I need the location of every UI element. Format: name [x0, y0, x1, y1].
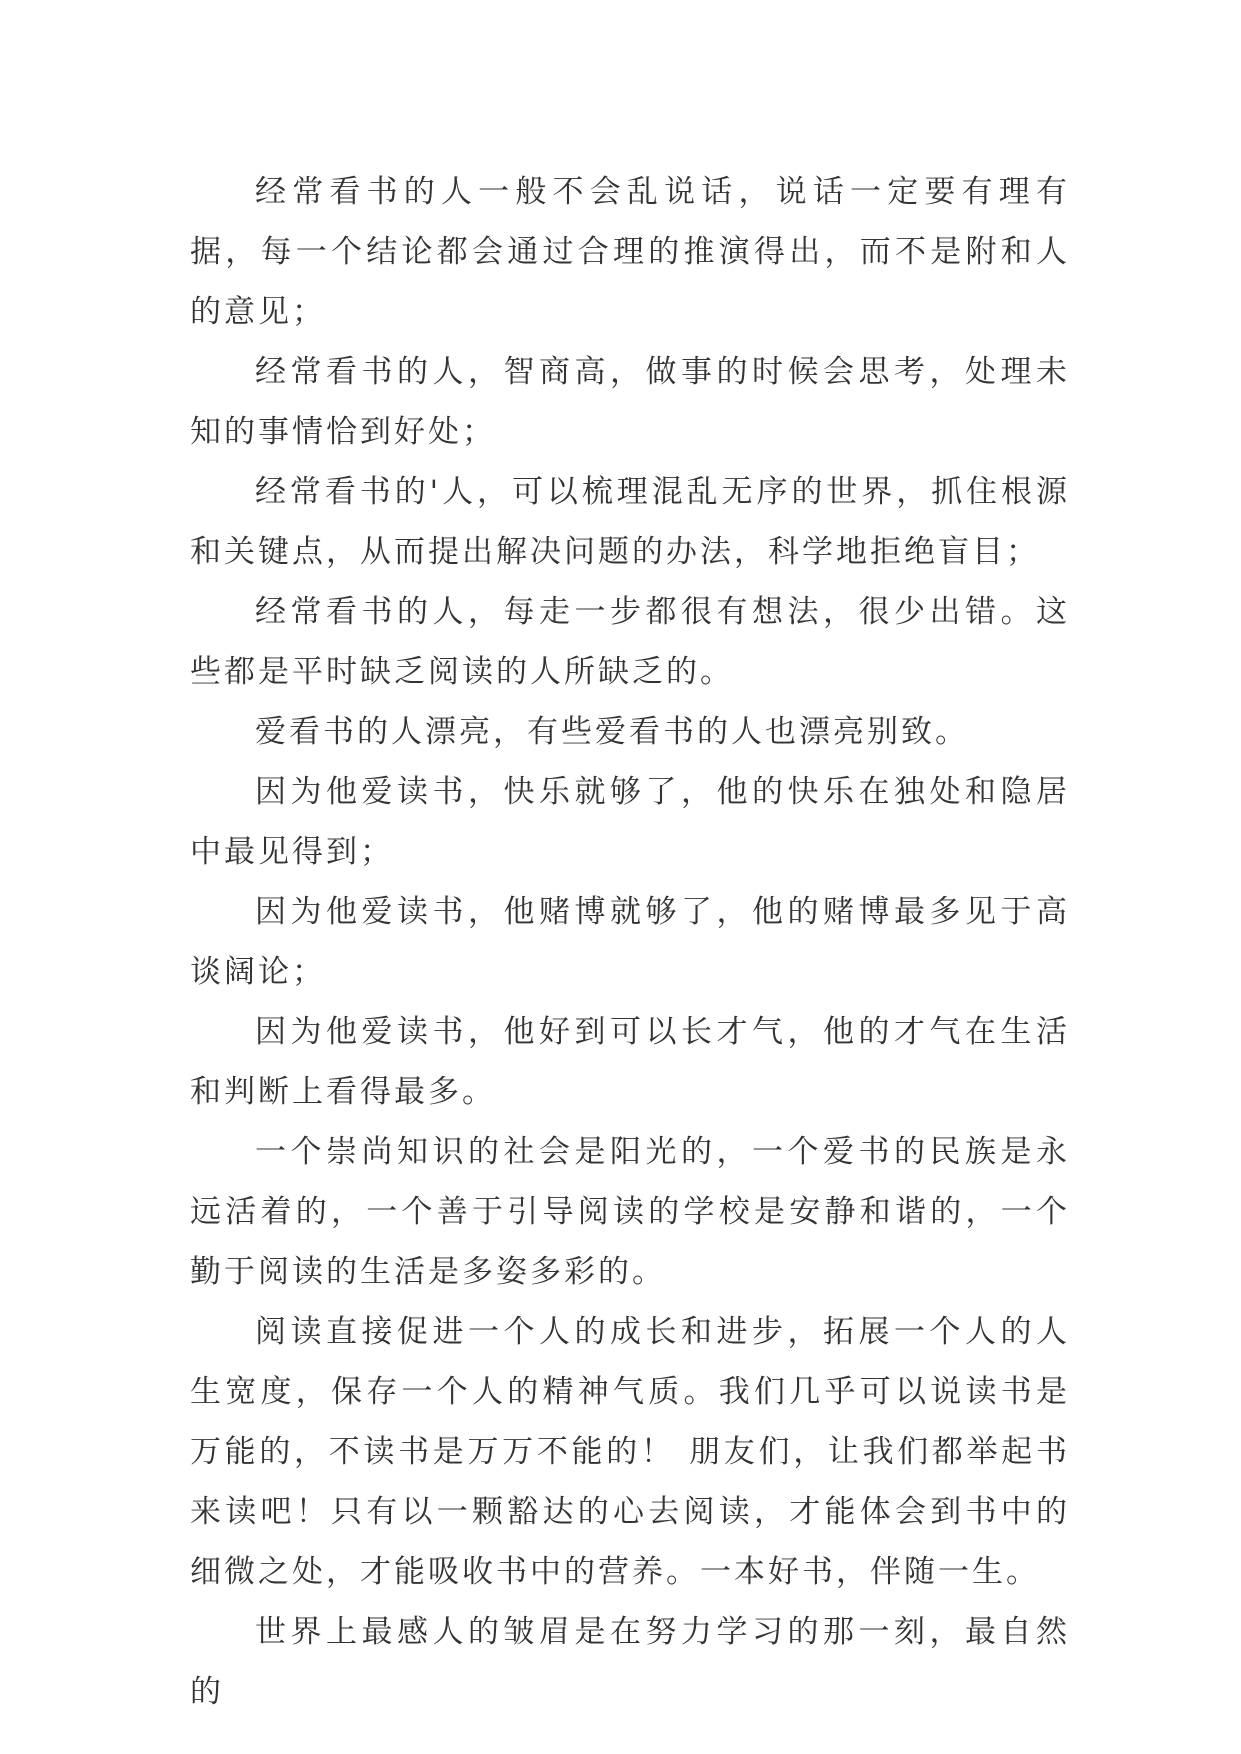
paragraph: 因为他爱读书，快乐就够了，他的快乐在独处和隐居中最见得到； — [190, 774, 1070, 870]
paragraph: 阅读直接促进一个人的成长和进步，拓展一个人的人生宽度，保存一个人的精神气质。我们几乎可以说读书是万能的，不读书是万万不能的！ 朋友们，让我们都举起书来读吧！只有以一颗豁达的心去阅读，才能体会到书中的细微之处，才能吸收书中的营养。一本好书，伴随一生。 — [190, 1314, 1070, 1590]
paragraph: 经常看书的人，智商高，做事的时候会思考，处理未知的事情恰到好处； — [190, 354, 1070, 450]
paragraph: 因为他爱读书，他好到可以长才气，他的才气在生活和判断上看得最多。 — [190, 1014, 1070, 1110]
paragraph: 一个崇尚知识的社会是阳光的，一个爱书的民族是永远活着的，一个善于引导阅读的学校是安静和谐的，一个勤于阅读的生活是多姿多彩的。 — [190, 1134, 1070, 1290]
paragraph: 因为他爱读书，他赌博就够了，他的赌博最多见于高谈阔论； — [190, 894, 1070, 990]
paragraph: 经常看书的'人，可以梳理混乱无序的世界，抓住根源和关键点，从而提出解决问题的办法，科学地拒绝盲目； — [190, 474, 1070, 570]
document-body — [190, 162, 1070, 1722]
paragraph: 世界上最感人的皱眉是在努力学习的那一刻，最自然的 — [190, 1614, 1070, 1710]
paragraph: 爱看书的人漂亮，有些爱看书的人也漂亮别致。 — [255, 714, 969, 750]
paragraph: 经常看书的人一般不会乱说话，说话一定要有理有据，每一个结论都会通过合理的推演得出，而不是附和人的意见； — [190, 174, 1070, 330]
paragraph: 经常看书的人，每走一步都很有想法，很少出错。这些都是平时缺乏阅读的人所缺乏的。 — [190, 594, 1070, 690]
